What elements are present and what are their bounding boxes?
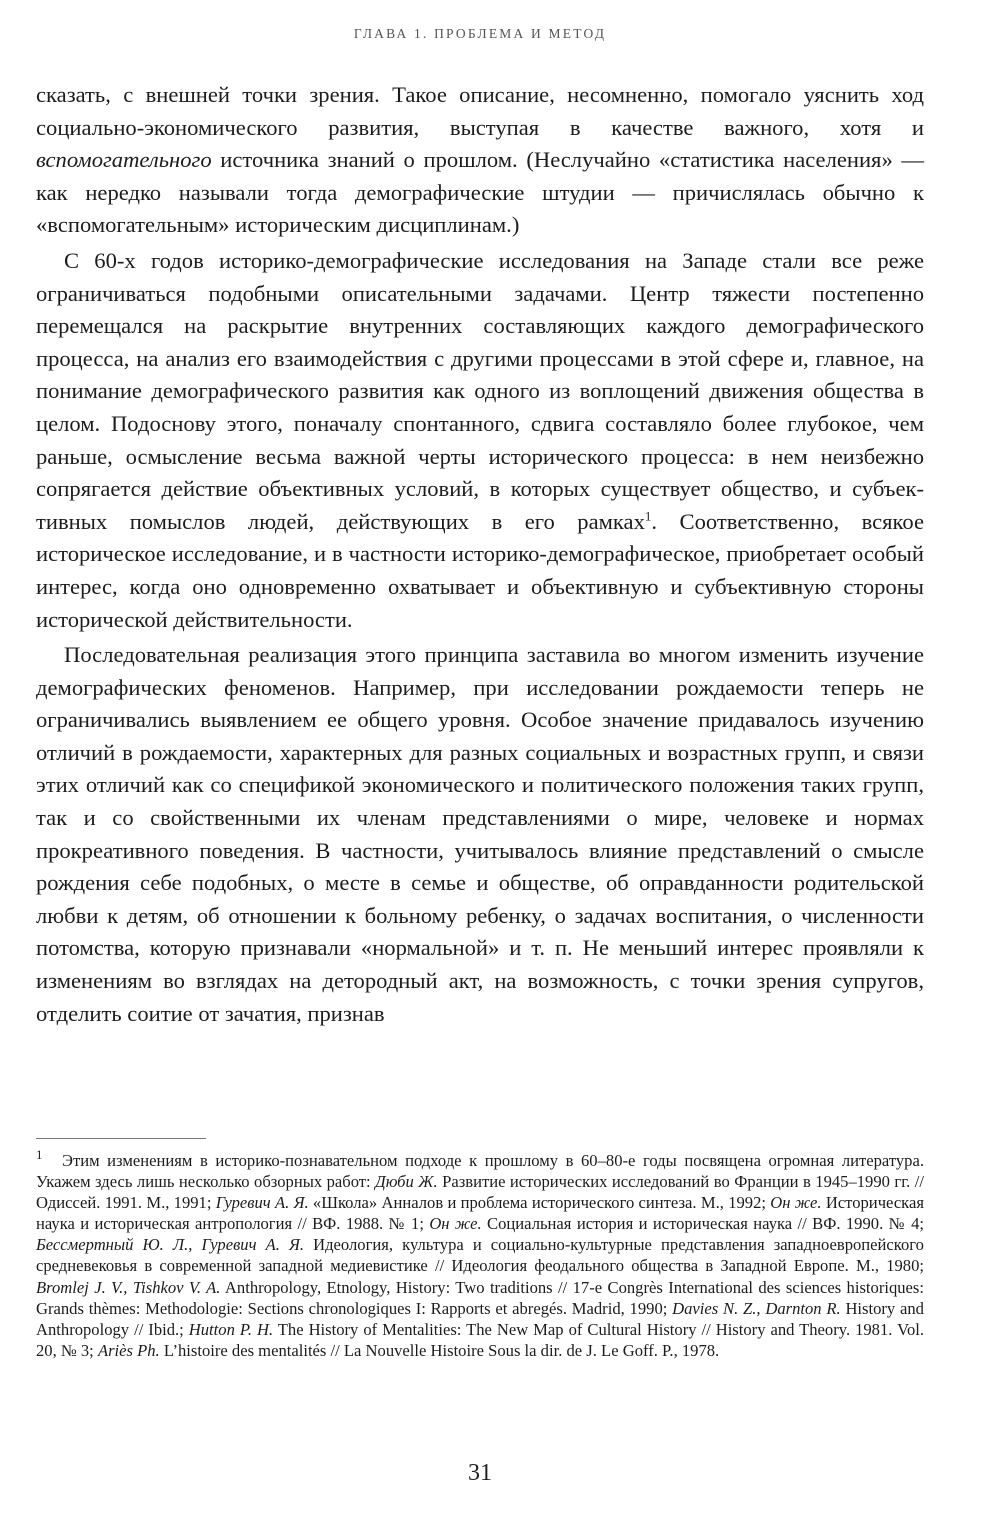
- fn-seg-10: L’histoire des mentalités // La Nouvelle Histoire Sous la dir. de J. Le Goff. P., 1978.: [159, 1340, 720, 1360]
- footnote-divider: [36, 1138, 206, 1139]
- fn-seg-8: History and Anthropology // Ibid.;: [36, 1298, 924, 1339]
- fn-author-4: Он же.: [429, 1214, 482, 1234]
- fn-author-3: Он же.: [770, 1193, 822, 1213]
- fn-author-7: Davies N. Z., Darnton R.: [672, 1298, 841, 1318]
- page-number: 31: [468, 1460, 492, 1486]
- fn-seg-5: Социальная история и историческая наука // ВФ. 1990. № 4;: [481, 1214, 924, 1234]
- fn-author-9: Ariès Ph.: [97, 1340, 160, 1360]
- fn-author-2: Гуревич А. Я.: [215, 1193, 309, 1213]
- footnote: [36, 1147, 925, 1361]
- paragraph-1: [36, 79, 924, 242]
- fn-seg-6: Идеология, культура и социально-культурные представления западноевропейского средневековья в современной западной медиевистике // Идеология феодального общества в Западной Европе. М., 1980;: [36, 1235, 924, 1276]
- footnote-reference[interactable]: 1: [644, 508, 652, 524]
- paragraph-1-text-c: источника знаний о прошлом. (Неслучайно «статистика населения» — как нередко называли тогда демографические штудии — причислялась обычно к «вспомогательным» историческим дисциплинам.): [36, 147, 924, 238]
- footnote-text: 1 Этим изменениям в историко-познавательном подходе к прошлому в 60–80-е годы посвящена огромная литература. Укажем здесь лишь несколько обзорных работ: Дюби Ж. Развитие исторических исследований во Франции в 1945–1990 гг. // Одиссей. 1991. М., 1991; Гуревич А. Я. «Школа» Анналов и проблема исторического синтеза. М., 1992; Он же. Историческая наука и историческая антропология // ВФ. 1988. № 1; Он же. Социальная история и историческая наука // ВФ. 1990. № 4; Бессмертный Ю. Л., Гуревич А. Я. Идеология, культура и социально-культурные представления западноевропейского средневековья в современной западной медиевистике // Идеология феодального общества в Западной Европе. М., 1980; Bromlej J. V., Tishkov V. A. Anthropology, Etnology, History: Two traditions // 17-e Congrès International des sciences historiques: Grands thèmes: Methodologie: Sections chronologiques I: Rapports et abregés. Madrid, 1990; Davies N. Z., Darnton R. History and Anthropology // Ibid.; Hutton P. H. The History of Mentalities: The New Map of Cultural History // History and Theory. 1981. Vol. 20, № 3; Ariès Ph. L’histoire des mentalités // La Nouvelle Histoire Sous la dir. de J. Le Goff. P., 1978.: [36, 1147, 925, 1360]
- fn-seg-4: Историческая наука и историческая антропология // ВФ. 1988. № 1;: [36, 1193, 924, 1234]
- fn-seg-1: Этим изменениям в историко-познавательном подходе к прошлому в 60–80-е годы посвящена огромная литература. Укажем здесь лишь несколько обзорных работ:: [36, 1151, 924, 1192]
- fn-author-5: Бессмертный Ю. Л., Гуревич А. Я.: [36, 1235, 305, 1255]
- paragraph-2-text-b: . Соответственно, всякое историческое исследование, и в частности историко-демографическое, приобретает особый интерес, когда оно одновременно охватывает и объективную и субъективную стороны исторической действительности.: [36, 508, 924, 632]
- paragraph-1-text-a: сказать, с внешней точки зрения. Такое описание, несомненно, помогало уяснить ход социально-экономического развития, выступая в качестве важного, хотя и: [36, 82, 924, 140]
- fn-author-6: Bromlej J. V., Tishkov V. A.: [36, 1277, 221, 1297]
- paragraph-2: [36, 245, 924, 636]
- running-head: ГЛАВА 1. ПРОБЛЕМА И МЕТОД: [353, 26, 607, 41]
- paragraph-2-text-a: С 60-х годов историко-демографические исследования на Западе стали все реже ограничиваться подобными описательными задачами. Центр тяжести постепенно перемещался на раскрытие внутренних составляющих каждого демографического процесса, на анализ его взаимодействия с другими процессами в этой сфере и, главное, на понимание демографического развития как одного из воплощений движения общества в целом. Подоснову этого, поначалу спонтанного, сдвига составляло более глубокое, чем раньше, осмысление весьма важной черты исторического процесса: в нем неизбежно сопрягается действие объективных условий, в которых существует общество, и субъективных помыслов людей, действующих в его рамках: [36, 247, 924, 534]
- body-text: [36, 79, 924, 1030]
- paragraph-1-italic: вспомогательного: [36, 147, 212, 173]
- fn-author-1: Дюби Ж.: [375, 1172, 438, 1192]
- fn-seg-9: The History of Mentalities: The New Map of Cultural History // History and Theory. 1981. Vol. 20, № 3;: [36, 1319, 925, 1360]
- fn-author-8: Hutton P. H.: [188, 1319, 274, 1339]
- fn-seg-2: Развитие исторических исследований во Франции в 1945–1990 гг. // Одиссей. 1991. М., 1991;: [36, 1172, 924, 1213]
- fn-seg-3: «Школа» Анналов и проблема исторического синтеза. М., 1992;: [308, 1193, 771, 1213]
- paragraph-3: Последовательная реализация этого принципа заставила во многом изменить изучение демографических феноменов. Например, при исследовании рождаемости теперь не ограничивались выявлением ее общего уровня. Особое значение придавалось изучению отличий в рождаемости, характерных для разных социальных и возрастных групп, и связи этих отличий как со спецификой экономического и политического положения таких групп, так и со свойственными их членам представлениями о мире, человеке и нормах прокреативного поведения. В частности, учитывалось влияние представлений о смысле рождения себе подобных, о месте в семье и обществе, об оправданности родительской любви к детям, об отношении к больному ребенку, о задачах воспитания, о численности потомства, которую признавали «нормальной» и т. п. Не меньший интерес проявляли к изменениям во взглядах на детородный акт, на возможность, с точки зрения супругов, отделить соитие от зачатия, признав: [36, 642, 924, 1026]
- fn-seg-7: Anthropology, Etnology, History: Two traditions // 17-e Congrès International des sciences historiques: Grands thèmes: Methodologie: Sections chronologiques I: Rapports et abregés. Madrid, 1990;: [36, 1277, 924, 1318]
